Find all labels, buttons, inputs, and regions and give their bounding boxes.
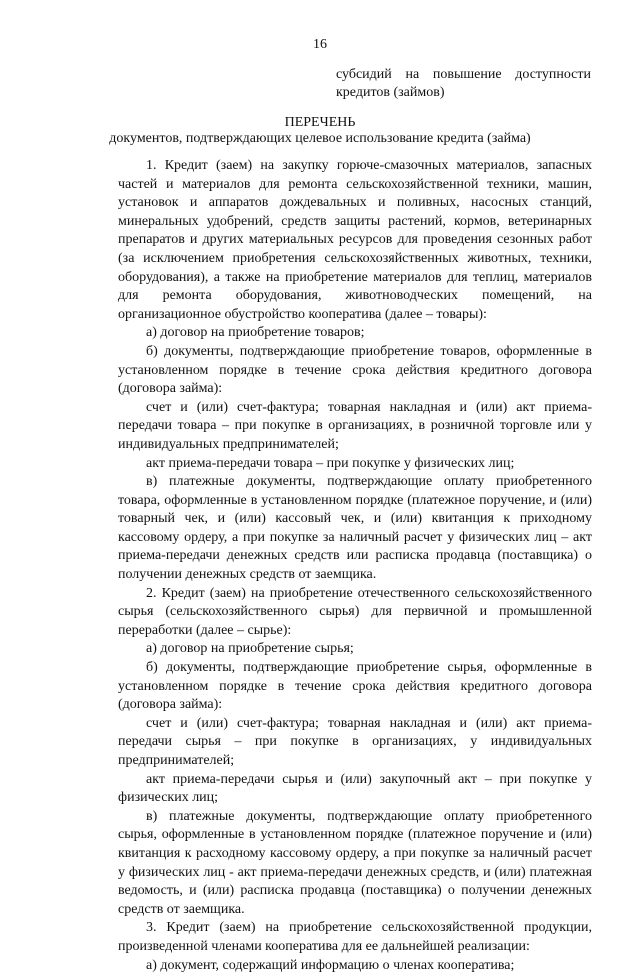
paragraph: 1. Кредит (заем) на закупку горюче-смазочных материалов, запасных частей и материалов для ремонта сельскохозяйственной техники, машин, установок и аппаратов дождевальных и поливных, насосных станций, минеральных удобрений, средств защиты растений, кормов, ветеринарных препаратов и других материальных ресурсов для проведения сезонных работ (за исключением приобретения сельскохозяйственных животных, техники, оборудования), а также на приобретение материалов для теплиц, материалов для ремонта оборудования, животноводческих помещений, на организационное обустройство кооператива (далее – товары): [118, 158, 592, 322]
paragraph: счет и (или) счет-фактура; товарная накладная и (или) акт приема-передачи сырья – при покупке в организациях, у индивидуальных предпринимателей; [118, 715, 592, 768]
paragraph: а) договор на приобретение товаров; [146, 325, 365, 341]
document-subtitle: документов, подтверждающих целевое использование кредита (займа) [109, 131, 531, 146]
paragraph: в) платежные документы, подтверждающие оплату приобретенного товара, оформленные в установленном порядке (платежное поручение, и (или) товарный чек, и (или) кассовый чек, и (или) квитанция к приходному кассовому ордеру, а при покупке за наличный расчет у физических лиц – акт приема-передачи денежных средств или расписка продавца (поставщика) о получении денежных средств от заемщика. [118, 474, 592, 583]
paragraph: акт приема-передачи сырья и (или) закупочный акт – при покупке у физических лиц; [118, 771, 592, 806]
document-title: ПЕРЕЧЕНЬ [284, 115, 356, 130]
paragraph: счет и (или) счет-фактура; товарная накладная и (или) акт приема-передачи товара – при покупке в организациях, в розничной торговле или у индивидуальных предпринимателей; [118, 399, 592, 452]
header-note-line-2: кредитов (займов) [336, 85, 445, 100]
paragraph: 2. Кредит (заем) на приобретение отечественного сельскохозяйственного сырья (сельскохозяйственного сырья) для первичной и промышленной переработки (далее – сырье): [118, 585, 592, 638]
document-body [118, 157, 592, 975]
paragraph: в) платежные документы, подтверждающие оплату приобретенного сырья, оформленные в установленном порядке (платежное поручение и (или) квитанция к расходному кассовому ордеру, а при покупке за наличный расчет у физических лиц - акт приема-передачи денежных средств, и (или) платежная ведомость, и (или) расписка продавца (поставщика) о получении денежных средств от заемщика. [118, 808, 592, 917]
paragraph: акт приема-передачи товара – при покупке у физических лиц; [146, 455, 515, 471]
paragraph: а) документ, содержащий информацию о членах кооператива; [146, 957, 515, 973]
page-number: 16 [313, 37, 327, 52]
paragraph: б) документы, подтверждающие приобретение товаров, оформленные в установленном порядке в течение срока действия кредитного договора (договора займа): [118, 343, 592, 397]
paragraph: а) договор на приобретение сырья; [146, 641, 354, 657]
header-note [336, 66, 591, 102]
paragraph: 3. Кредит (заем) на приобретение сельскохозяйственной продукции, произведенной членами кооператива для ее дальнейшей реализации: [118, 920, 592, 954]
paragraph: б) документы, подтверждающие приобретение сырья, оформленные в установленном порядке в течение срока действия кредитного договора (договора займа): [118, 660, 592, 713]
header-note-line-1: субсидий на повышение доступности [336, 67, 591, 82]
